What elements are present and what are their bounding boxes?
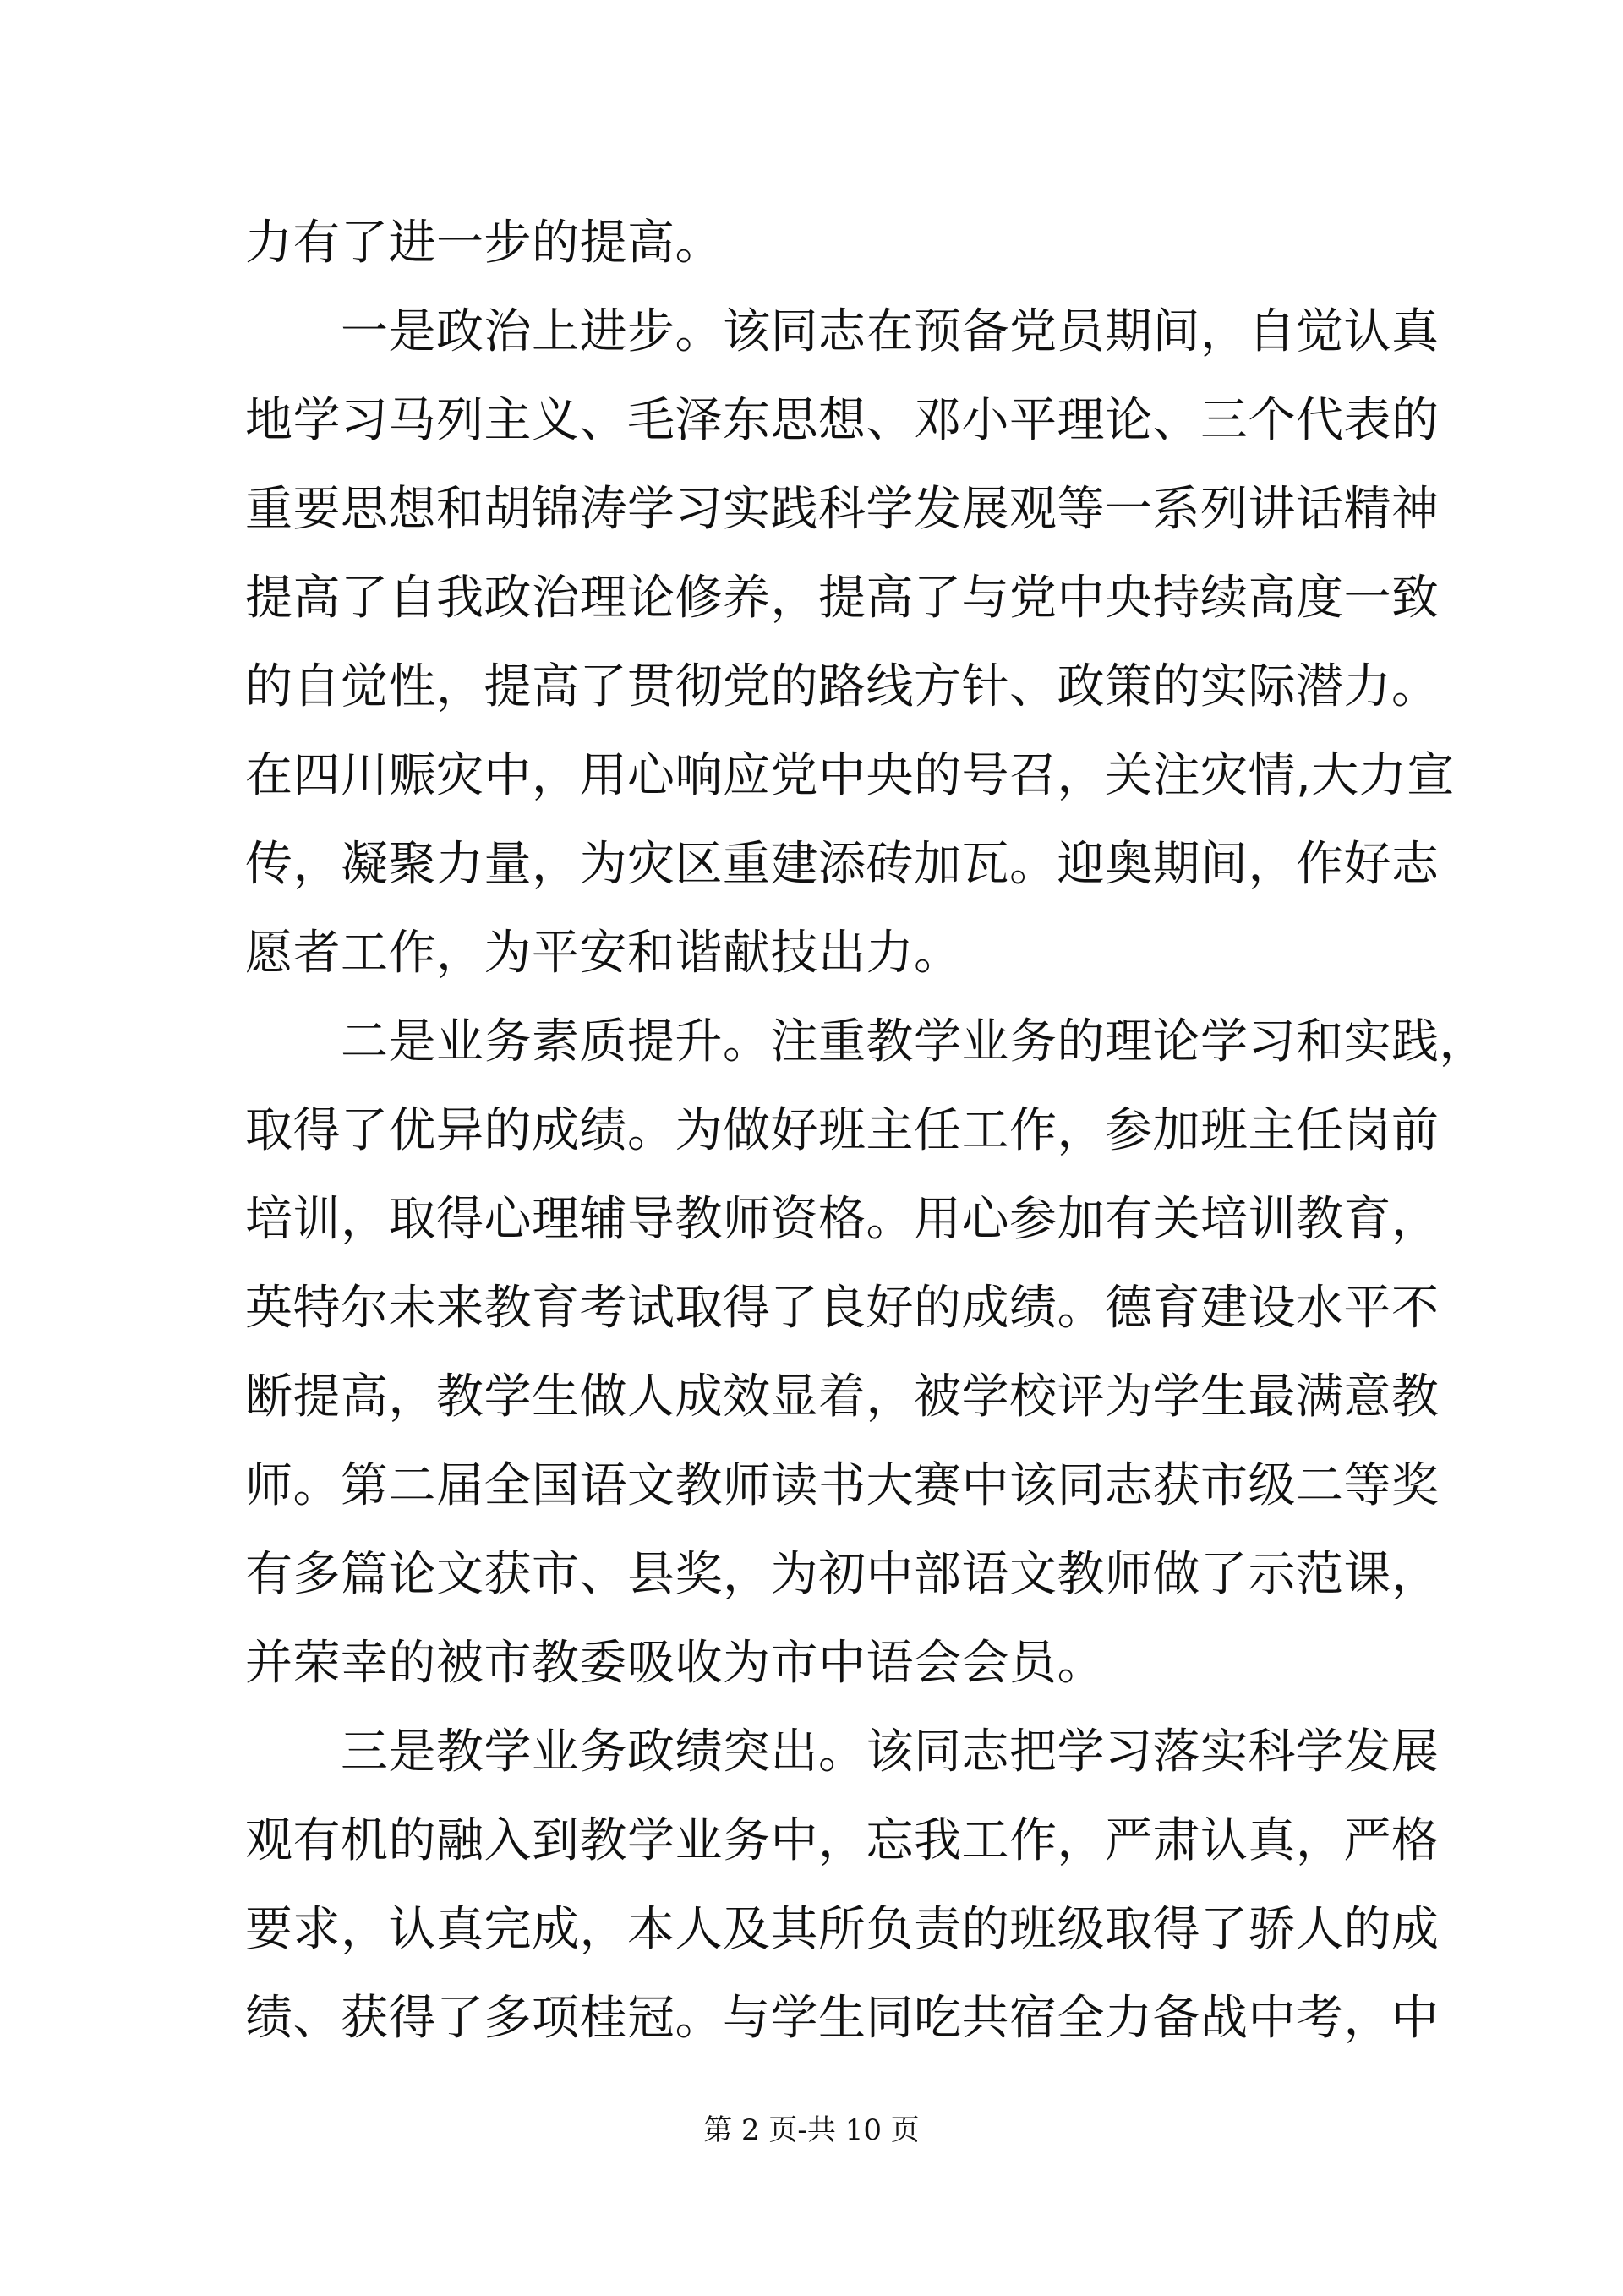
text-line: 提高了自我政治理论修养，提高了与党中央持续高度一致 <box>245 571 1440 626</box>
text-line: 愿者工作，为平安和谐献技出力。 <box>245 926 962 981</box>
text-line: 一是政治上进步。该同志在预备党员期间，自觉认真 <box>245 304 1440 359</box>
text-line: 在四川赈灾中，用心响应党中央的号召，关注灾情,大力宣 <box>245 748 1455 803</box>
text-line: 并荣幸的被市教委吸收为市中语会会员。 <box>245 1636 1105 1691</box>
text-line: 培训，取得心理辅导教师资格。用心参加有关培训教育， <box>245 1192 1440 1247</box>
text-line: 地学习马列主义、毛泽东思想、邓小平理论、三个代表的 <box>245 393 1440 448</box>
text-line: 力有了进一步的提高。 <box>245 216 723 271</box>
text-line: 取得了优异的成绩。为做好班主任工作，参加班主任岗前 <box>245 1103 1440 1158</box>
text-line: 有多篇论文获市、县奖，为初中部语文教师做了示范课， <box>245 1547 1440 1602</box>
text-line: 绩、获得了多项桂冠。与学生同吃共宿全力备战中考，中 <box>245 1991 1440 2046</box>
text-line: 师。第二届全国语文教师读书大赛中该同志获市级二等奖 <box>245 1458 1440 1513</box>
text-line: 传，凝聚力量，为灾区重建添砖加瓦。迎奥期间，作好志 <box>245 837 1440 892</box>
text-line: 的自觉性，提高了贯彻党的路线方针、政策的实际潜力。 <box>245 659 1440 714</box>
text-line: 重要思想和胡锦涛学习实践科学发展观等一系列讲话精神 <box>245 482 1440 537</box>
text-line: 英特尔未来教育考试取得了良好的成绩。德育建设水平不 <box>245 1281 1440 1336</box>
text-line: 观有机的融入到教学业务中，忘我工作，严肃认真，严格 <box>245 1813 1440 1868</box>
document-body <box>245 199 1487 2063</box>
page-number-footer: 第 2 页-共 10 页 <box>703 2113 920 2147</box>
text-line: 断提高，教学生做人成效显着，被学校评为学生最满意教 <box>245 1369 1440 1424</box>
text-line: 要求，认真完成，本人及其所负责的班级取得了骄人的成 <box>245 1902 1440 1957</box>
text-line: 二是业务素质提升。注重教学业务的理论学习和实践， <box>245 1014 1487 1069</box>
text-line: 三是教学业务政绩突出。该同志把学习落实科学发展 <box>245 1725 1440 1779</box>
